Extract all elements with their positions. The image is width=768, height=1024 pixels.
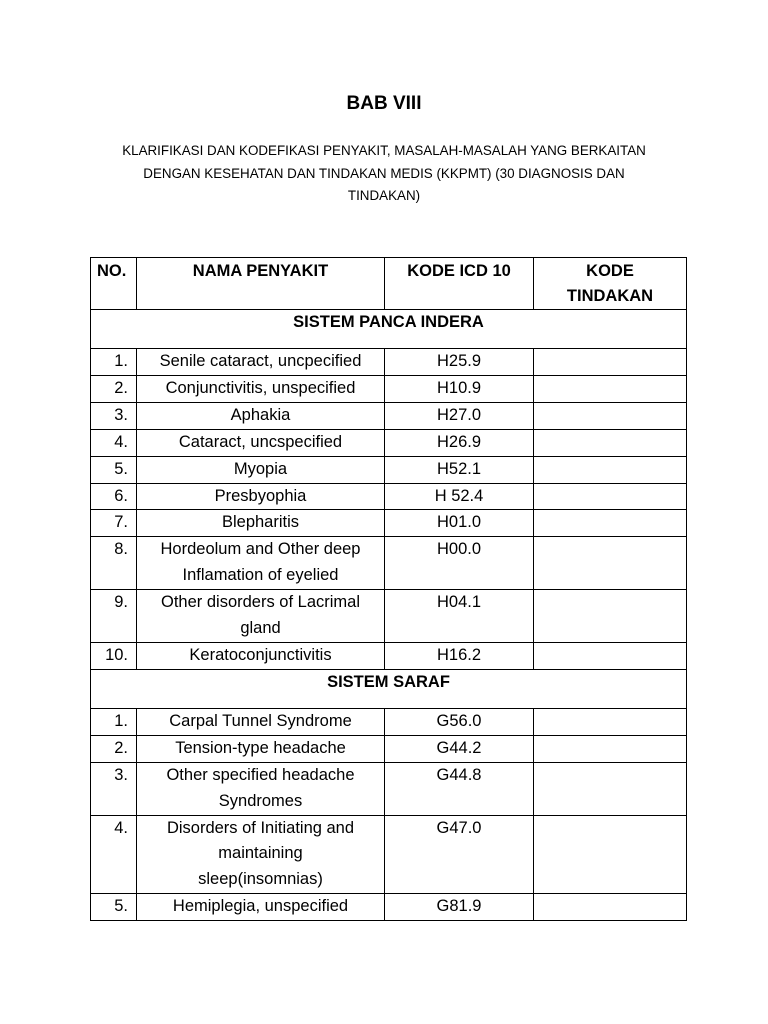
action-code	[534, 735, 687, 762]
table-row	[91, 510, 687, 537]
row-number: 8.	[91, 537, 137, 590]
disease-name-cell	[137, 894, 385, 921]
table-row	[91, 483, 687, 510]
icd-code: H04.1	[385, 590, 534, 643]
disease-name-cell	[137, 815, 385, 894]
disease-name-line: Disorders of Initiating and	[166, 818, 355, 837]
table-row	[91, 642, 687, 669]
action-code	[534, 708, 687, 735]
table-row	[91, 708, 687, 735]
row-number: 4.	[91, 429, 137, 456]
table-row	[91, 590, 687, 643]
header-icd-code: KODE ICD 10	[385, 258, 534, 310]
action-code	[534, 537, 687, 590]
icd-code: G44.2	[385, 735, 534, 762]
row-number: 3.	[91, 402, 137, 429]
disease-name-cell	[137, 402, 385, 429]
table-row	[91, 375, 687, 402]
disease-name-line: Hordeolum and Other deep	[160, 540, 361, 559]
action-code	[534, 510, 687, 537]
action-code	[534, 375, 687, 402]
section-header-row	[91, 669, 687, 708]
disease-name-line: Hemiplegia, unspecified	[172, 897, 349, 916]
icd-code: H10.9	[385, 375, 534, 402]
disease-name-line: Blepharitis	[221, 513, 300, 532]
disease-name-line: Senile cataract, uncpecified	[159, 352, 362, 370]
icd-code: G56.0	[385, 708, 534, 735]
table-row	[91, 735, 687, 762]
table-header-row	[91, 258, 687, 310]
disease-name-line: Other disorders of Lacrimal	[161, 593, 360, 612]
action-code	[534, 429, 687, 456]
disease-name-cell	[137, 642, 385, 669]
header-disease-name: NAMA PENYAKIT	[137, 258, 385, 310]
action-code	[534, 590, 687, 643]
disease-name-line: Carpal Tunnel Syndrome	[169, 711, 352, 730]
table-row	[91, 894, 687, 921]
header-action-line: KODE	[586, 262, 634, 280]
row-number: 5.	[91, 894, 137, 921]
disease-name-line: Syndromes	[218, 791, 303, 810]
table-row	[91, 815, 687, 894]
action-code	[534, 894, 687, 921]
header-action-line: TINDAKAN	[566, 287, 654, 305]
disease-name-cell	[137, 483, 385, 510]
disease-name-line: Inflamation of eyelied	[182, 566, 339, 585]
action-code	[534, 815, 687, 894]
table-row	[91, 762, 687, 815]
icd-code: G44.8	[385, 762, 534, 815]
action-code	[534, 456, 687, 483]
action-code	[534, 642, 687, 669]
row-number: 5.	[91, 456, 137, 483]
disease-name-cell	[137, 429, 385, 456]
header-action-code	[534, 258, 687, 310]
icd-code: H16.2	[385, 642, 534, 669]
row-number: 3.	[91, 762, 137, 815]
disease-name-cell	[137, 762, 385, 815]
section-title: SISTEM PANCA INDERA	[91, 310, 687, 349]
icd-code: G81.9	[385, 894, 534, 921]
row-number: 7.	[91, 510, 137, 537]
document-subtitle	[92, 140, 676, 208]
icd-code: H00.0	[385, 537, 534, 590]
disease-name-line: maintaining	[218, 844, 303, 863]
row-number: 1.	[91, 349, 137, 376]
icd-code: H01.0	[385, 510, 534, 537]
section-header-row	[91, 310, 687, 349]
disease-name-cell	[137, 510, 385, 537]
subtitle-line: TINDAKAN)	[347, 188, 421, 203]
table-row	[91, 349, 687, 376]
disease-name-cell	[137, 537, 385, 590]
disease-name-cell	[137, 375, 385, 402]
disease-name-cell	[137, 708, 385, 735]
row-number: 9.	[91, 590, 137, 643]
table-row	[91, 537, 687, 590]
icd-code: H 52.4	[385, 483, 534, 510]
icd-code: H27.0	[385, 402, 534, 429]
disease-name-line: Cataract, uncspecified	[178, 432, 343, 451]
subtitle-line: DENGAN KESEHATAN DAN TINDAKAN MEDIS (KKPMT) (30 DIAGNOSIS DAN	[143, 165, 625, 181]
table-row	[91, 402, 687, 429]
disease-name-cell	[137, 456, 385, 483]
disease-name-line: Presbyophia	[214, 486, 307, 505]
disease-name-line: Keratoconjunctivitis	[189, 645, 332, 664]
action-code	[534, 483, 687, 510]
section-title: SISTEM SARAF	[91, 669, 687, 708]
disease-name-line: Other specified headache	[166, 765, 355, 784]
table-row	[91, 456, 687, 483]
disease-name-line: gland	[240, 619, 281, 638]
disease-name-cell	[137, 349, 385, 376]
diagnosis-table	[90, 257, 687, 921]
disease-name-cell	[137, 735, 385, 762]
row-number: 4.	[91, 815, 137, 894]
disease-name-line: Conjunctivitis, unspecified	[165, 378, 356, 397]
icd-code: H52.1	[385, 456, 534, 483]
row-number: 2.	[91, 375, 137, 402]
table-row	[91, 429, 687, 456]
icd-code: G47.0	[385, 815, 534, 894]
action-code	[534, 402, 687, 429]
row-number: 6.	[91, 483, 137, 510]
table-body	[91, 310, 687, 921]
disease-name-line: Tension-type headache	[175, 738, 346, 757]
disease-name-line: Myopia	[233, 459, 288, 478]
disease-name-line: sleep(insomnias)	[198, 870, 323, 889]
disease-name-line: Aphakia	[230, 405, 291, 424]
icd-code: H26.9	[385, 429, 534, 456]
page-title: BAB VIII	[346, 93, 422, 114]
header-no: NO.	[91, 258, 137, 310]
row-number: 2.	[91, 735, 137, 762]
action-code	[534, 349, 687, 376]
subtitle-line: KLARIFIKASI DAN KODEFIKASI PENYAKIT, MASALAH-MASALAH YANG BERKAITAN	[122, 143, 646, 158]
disease-name-cell	[137, 590, 385, 643]
icd-code: H25.9	[385, 349, 534, 376]
action-code	[534, 762, 687, 815]
row-number: 10.	[91, 642, 137, 669]
row-number: 1.	[91, 708, 137, 735]
